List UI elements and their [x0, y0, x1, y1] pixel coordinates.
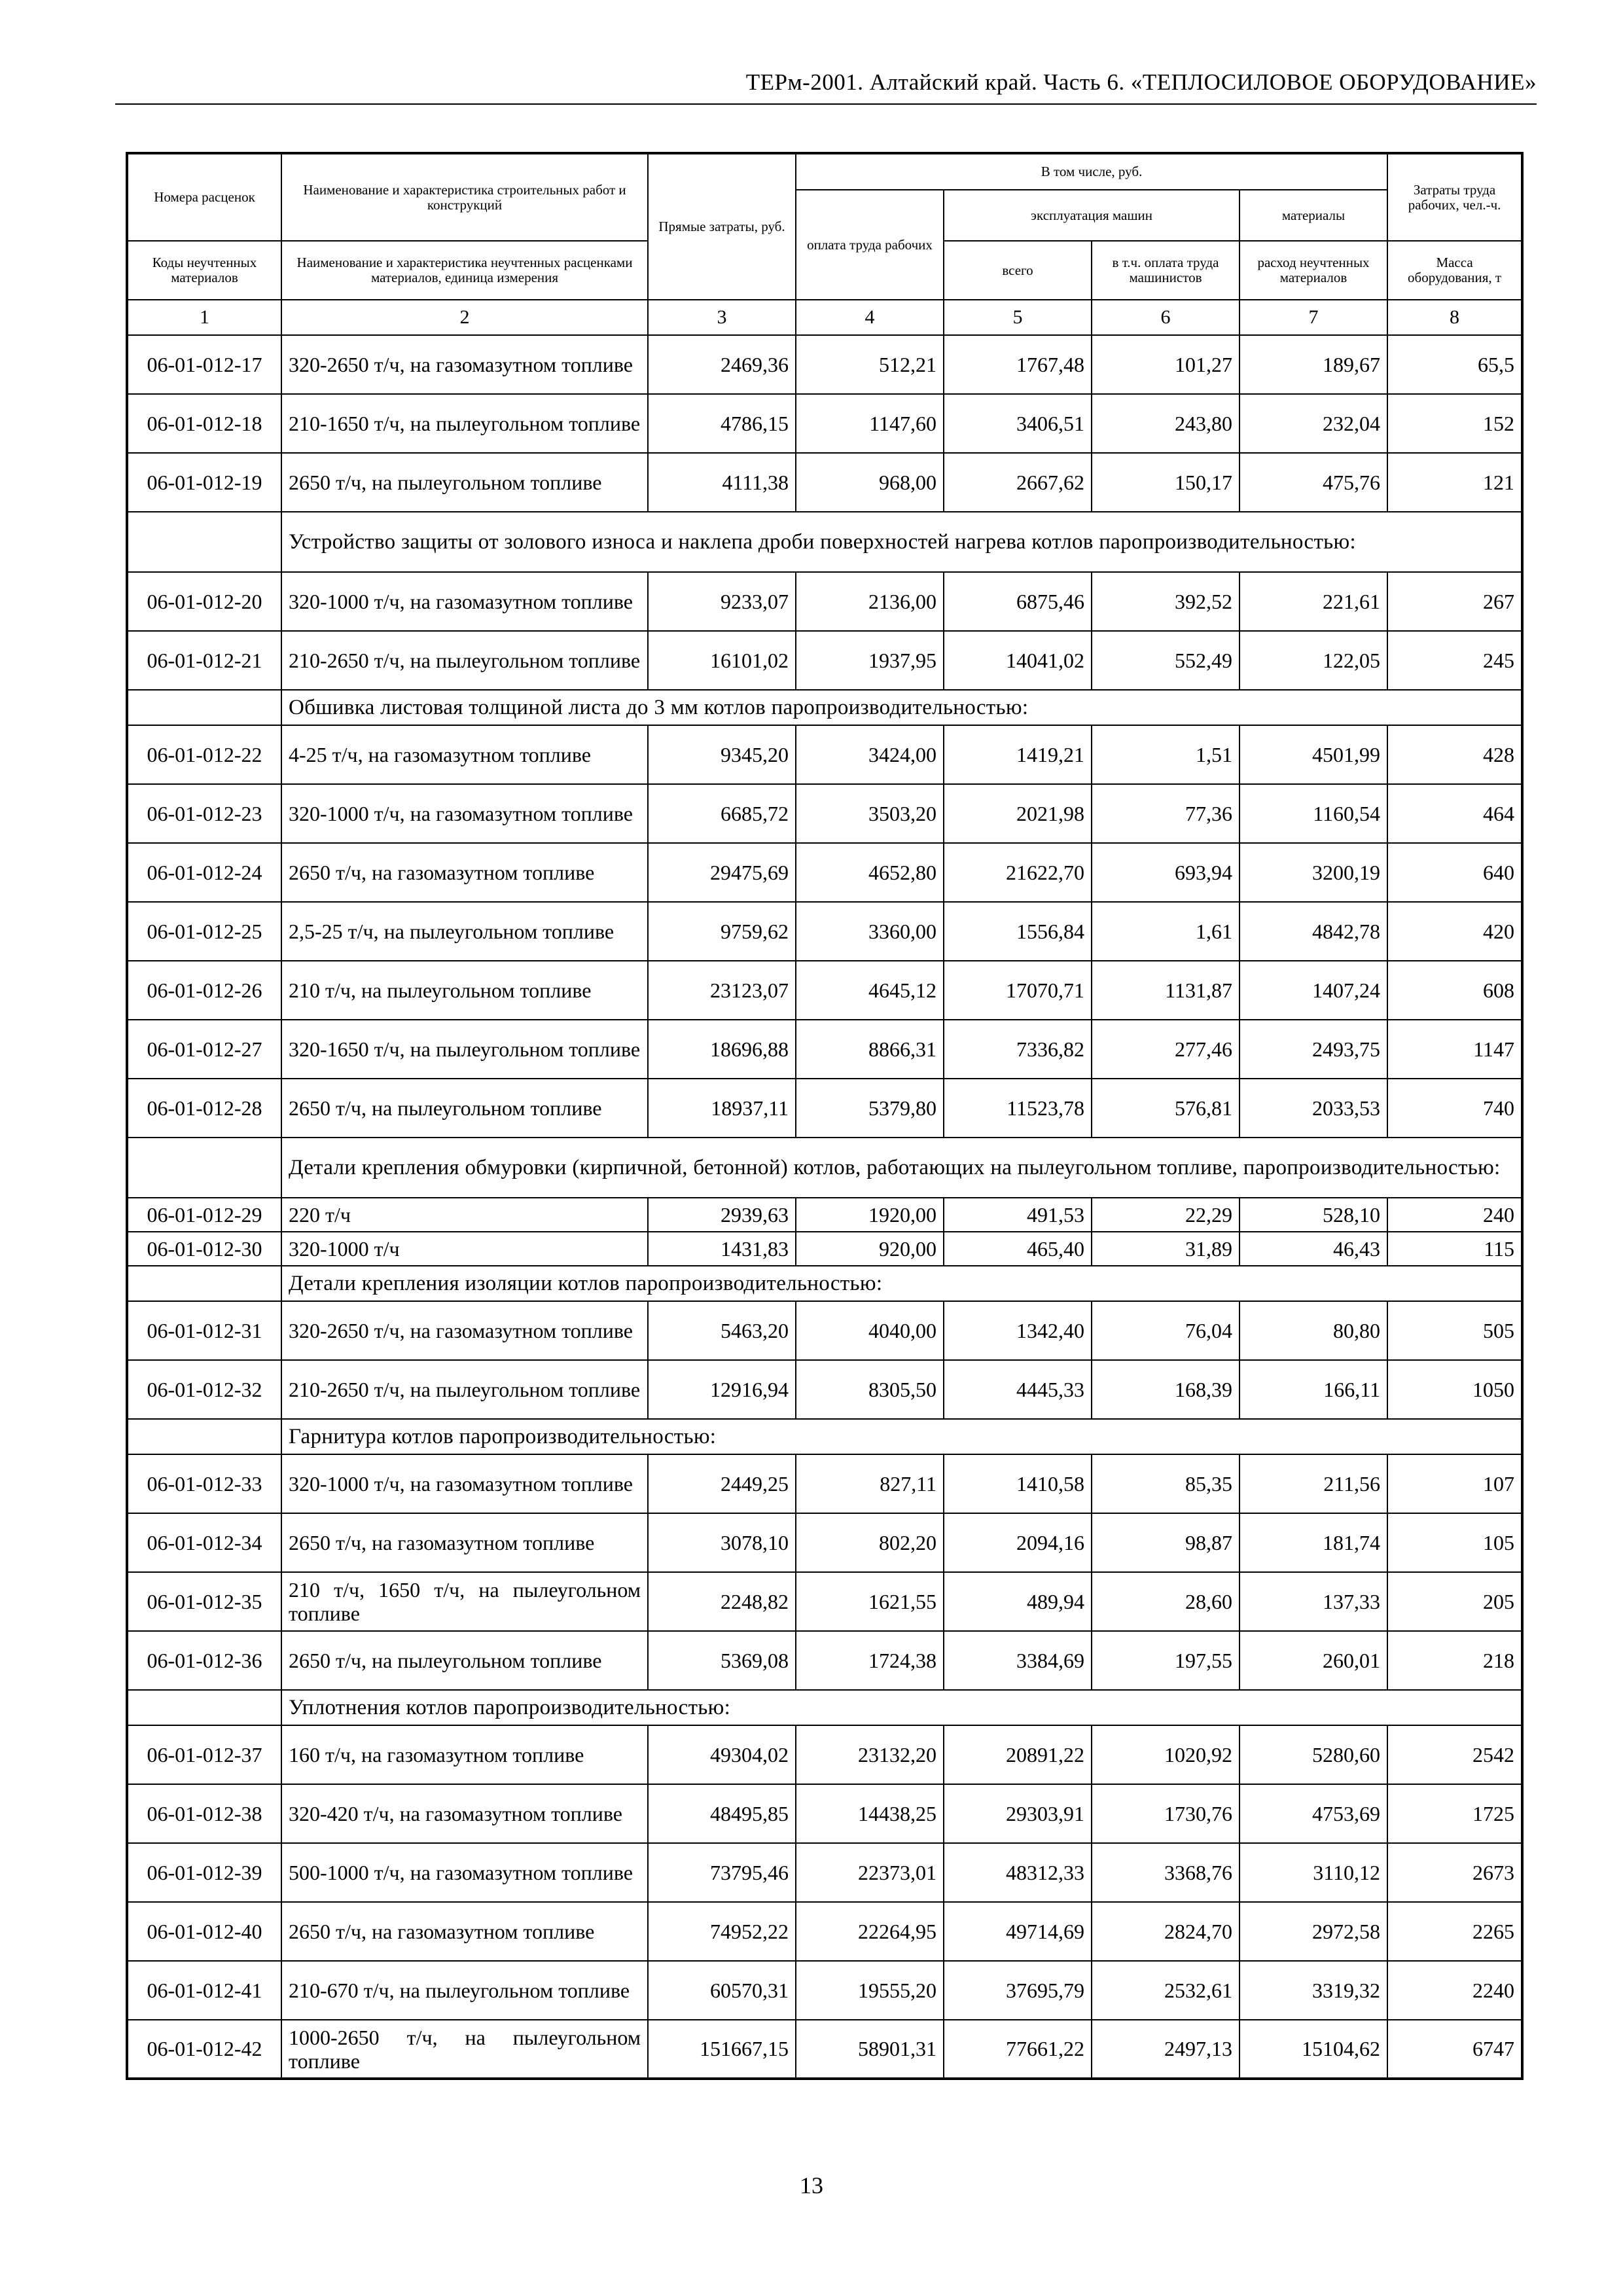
header-rule	[115, 103, 1537, 105]
section-title: Гарнитура котлов паропроизводительностью:	[281, 1419, 1522, 1454]
rate-code: 06-01-012-40	[127, 1902, 281, 1961]
cell-hours: 428	[1387, 725, 1522, 784]
table-row	[127, 1079, 1522, 1138]
head-unaccounted-consumption: расход неучтенных материалов	[1240, 241, 1387, 300]
cell-operators: 1,61	[1092, 902, 1240, 961]
cell-hours: 608	[1387, 961, 1522, 1020]
cell-materials: 181,74	[1240, 1513, 1387, 1572]
cell-machines: 1342,40	[944, 1301, 1092, 1360]
cell-labor: 22373,01	[796, 1843, 944, 1902]
rate-name: 320-420 т/ч, на газомазутном топливе	[281, 1784, 648, 1843]
cell-hours: 2265	[1387, 1902, 1522, 1961]
cell-machines: 49714,69	[944, 1902, 1092, 1961]
column-number: 1	[127, 300, 281, 335]
table-row	[127, 394, 1522, 453]
column-number: 5	[944, 300, 1092, 335]
table-row	[127, 335, 1522, 394]
cell-hours: 640	[1387, 843, 1522, 902]
column-number: 7	[1240, 300, 1387, 335]
cell-labor: 827,11	[796, 1454, 944, 1513]
rate-name: 210-2650 т/ч, на пылеугольном топливе	[281, 1360, 648, 1419]
cell-direct: 60570,31	[648, 1961, 796, 2020]
cell-materials: 4501,99	[1240, 725, 1387, 784]
head-unaccounted-name: Наименование и характеристика неучтенных расценками материалов, единица измерения	[281, 241, 648, 300]
cell-materials: 475,76	[1240, 453, 1387, 512]
cell-hours: 464	[1387, 784, 1522, 843]
cell-materials: 5280,60	[1240, 1725, 1387, 1784]
cell-machines: 48312,33	[944, 1843, 1092, 1902]
head-work-name: Наименование и характеристика строительных работ и конструкций	[281, 153, 648, 241]
head-direct-costs: Прямые затраты, руб.	[648, 153, 796, 300]
cell-direct: 9759,62	[648, 902, 796, 961]
rate-name: 320-1000 т/ч, на газомазутном топливе	[281, 1454, 648, 1513]
cell-machines: 2667,62	[944, 453, 1092, 512]
head-unaccounted-codes: Коды неучтенных материалов	[127, 241, 281, 300]
cell-materials: 211,56	[1240, 1454, 1387, 1513]
table-row	[127, 1020, 1522, 1079]
table-row	[127, 2020, 1522, 2079]
cell-hours: 218	[1387, 1631, 1522, 1690]
cell-machines: 20891,22	[944, 1725, 1092, 1784]
head-equipment-mass: Масса оборудования, т	[1387, 241, 1522, 300]
section-blank-cell	[127, 512, 281, 572]
cell-labor: 3360,00	[796, 902, 944, 961]
rate-name: 320-1000 т/ч, на газомазутном топливе	[281, 572, 648, 631]
section-blank-cell	[127, 1419, 281, 1454]
rate-name: 2650 т/ч, на газомазутном топливе	[281, 1902, 648, 1961]
head-machines: эксплуатация машин	[944, 190, 1240, 241]
cell-operators: 392,52	[1092, 572, 1240, 631]
cell-direct: 5369,08	[648, 1631, 796, 1690]
cell-operators: 2824,70	[1092, 1902, 1240, 1961]
section-row	[127, 512, 1522, 572]
cell-labor: 8866,31	[796, 1020, 944, 1079]
cell-machines: 1556,84	[944, 902, 1092, 961]
rate-code: 06-01-012-22	[127, 725, 281, 784]
cell-operators: 168,39	[1092, 1360, 1240, 1419]
rate-code: 06-01-012-41	[127, 1961, 281, 2020]
cell-materials: 3110,12	[1240, 1843, 1387, 1902]
section-title: Детали крепления изоляции котлов паропроизводительностью:	[281, 1266, 1522, 1301]
cell-operators: 552,49	[1092, 631, 1240, 690]
cell-operators: 2497,13	[1092, 2020, 1240, 2079]
cell-machines: 21622,70	[944, 843, 1092, 902]
rate-code: 06-01-012-28	[127, 1079, 281, 1138]
cell-hours: 2673	[1387, 1843, 1522, 1902]
cell-direct: 1431,83	[648, 1232, 796, 1266]
rate-code: 06-01-012-20	[127, 572, 281, 631]
cell-materials: 3319,32	[1240, 1961, 1387, 2020]
rate-code: 06-01-012-25	[127, 902, 281, 961]
head-labor-pay: оплата труда рабочих	[796, 190, 944, 300]
cell-materials: 260,01	[1240, 1631, 1387, 1690]
rate-code: 06-01-012-34	[127, 1513, 281, 1572]
cell-direct: 48495,85	[648, 1784, 796, 1843]
cell-hours: 245	[1387, 631, 1522, 690]
rate-name: 210 т/ч, на пылеугольном топливе	[281, 961, 648, 1020]
cell-direct: 29475,69	[648, 843, 796, 902]
cell-hours: 420	[1387, 902, 1522, 961]
cell-materials: 528,10	[1240, 1198, 1387, 1232]
rates-table	[126, 152, 1524, 2080]
rate-code: 06-01-012-24	[127, 843, 281, 902]
rate-name: 2650 т/ч, на газомазутном топливе	[281, 1513, 648, 1572]
cell-direct: 9345,20	[648, 725, 796, 784]
section-title: Детали крепления обмуровки (кирпичной, бетонной) котлов, работающих на пылеугольном топливе, паропроизводительностью:	[281, 1138, 1522, 1198]
cell-materials: 1407,24	[1240, 961, 1387, 1020]
table-row	[127, 453, 1522, 512]
cell-operators: 277,46	[1092, 1020, 1240, 1079]
cell-materials: 137,33	[1240, 1572, 1387, 1631]
rate-name: 320-1000 т/ч, на газомазутном топливе	[281, 784, 648, 843]
running-header: ТЕРм-2001. Алтайский край. Часть 6. «ТЕПЛОСИЛОВОЕ ОБОРУДОВАНИЕ»	[745, 69, 1537, 95]
rate-name: 220 т/ч	[281, 1198, 648, 1232]
cell-labor: 3424,00	[796, 725, 944, 784]
rate-name: 1000-2650 т/ч, на пылеугольном топливе	[281, 2020, 648, 2079]
cell-labor: 4040,00	[796, 1301, 944, 1360]
rate-code: 06-01-012-32	[127, 1360, 281, 1419]
cell-labor: 920,00	[796, 1232, 944, 1266]
cell-machines: 29303,91	[944, 1784, 1092, 1843]
table-row	[127, 1198, 1522, 1232]
table-row	[127, 1725, 1522, 1784]
cell-labor: 1937,95	[796, 631, 944, 690]
cell-direct: 4111,38	[648, 453, 796, 512]
table-row	[127, 1784, 1522, 1843]
cell-labor: 802,20	[796, 1513, 944, 1572]
cell-labor: 2136,00	[796, 572, 944, 631]
cell-direct: 3078,10	[648, 1513, 796, 1572]
cell-materials: 1160,54	[1240, 784, 1387, 843]
cell-operators: 2532,61	[1092, 1961, 1240, 2020]
cell-operators: 197,55	[1092, 1631, 1240, 1690]
cell-direct: 49304,02	[648, 1725, 796, 1784]
table-row	[127, 631, 1522, 690]
rate-code: 06-01-012-26	[127, 961, 281, 1020]
cell-hours: 267	[1387, 572, 1522, 631]
table-row	[127, 1301, 1522, 1360]
cell-machines: 2021,98	[944, 784, 1092, 843]
rate-code: 06-01-012-23	[127, 784, 281, 843]
rate-name: 320-1000 т/ч	[281, 1232, 648, 1266]
cell-materials: 80,80	[1240, 1301, 1387, 1360]
cell-hours: 65,5	[1387, 335, 1522, 394]
table-row	[127, 961, 1522, 1020]
cell-labor: 968,00	[796, 453, 944, 512]
cell-materials: 232,04	[1240, 394, 1387, 453]
table-row	[127, 1513, 1522, 1572]
section-blank-cell	[127, 1266, 281, 1301]
cell-direct: 6685,72	[648, 784, 796, 843]
rate-name: 2650 т/ч, на газомазутном топливе	[281, 843, 648, 902]
cell-operators: 1730,76	[1092, 1784, 1240, 1843]
cell-direct: 73795,46	[648, 1843, 796, 1902]
cell-labor: 19555,20	[796, 1961, 944, 2020]
cell-labor: 58901,31	[796, 2020, 944, 2079]
rate-code: 06-01-012-39	[127, 1843, 281, 1902]
rate-name: 210-1650 т/ч, на пылеугольном топливе	[281, 394, 648, 453]
table-row	[127, 725, 1522, 784]
cell-machines: 4445,33	[944, 1360, 1092, 1419]
table-row	[127, 902, 1522, 961]
cell-labor: 4645,12	[796, 961, 944, 1020]
cell-operators: 1020,92	[1092, 1725, 1240, 1784]
cell-direct: 151667,15	[648, 2020, 796, 2079]
column-number: 4	[796, 300, 944, 335]
table-row	[127, 1232, 1522, 1266]
section-title: Устройство защиты от золового износа и наклепа дроби поверхностей нагрева котлов паропроизводительностью:	[281, 512, 1522, 572]
section-blank-cell	[127, 690, 281, 725]
cell-direct: 2939,63	[648, 1198, 796, 1232]
cell-labor: 4652,80	[796, 843, 944, 902]
cell-machines: 2094,16	[944, 1513, 1092, 1572]
cell-labor: 1621,55	[796, 1572, 944, 1631]
cell-operators: 1,51	[1092, 725, 1240, 784]
cell-hours: 1050	[1387, 1360, 1522, 1419]
rate-name: 210-670 т/ч, на пылеугольном топливе	[281, 1961, 648, 2020]
cell-direct: 9233,07	[648, 572, 796, 631]
table-row	[127, 572, 1522, 631]
cell-hours: 105	[1387, 1513, 1522, 1572]
table-row	[127, 1961, 1522, 2020]
section-title: Уплотнения котлов паропроизводительностью:	[281, 1690, 1522, 1725]
table-row	[127, 1902, 1522, 1961]
section-blank-cell	[127, 1690, 281, 1725]
cell-hours: 505	[1387, 1301, 1522, 1360]
rate-name: 160 т/ч, на газомазутном топливе	[281, 1725, 648, 1784]
cell-direct: 74952,22	[648, 1902, 796, 1961]
cell-direct: 18937,11	[648, 1079, 796, 1138]
rate-code: 06-01-012-42	[127, 2020, 281, 2079]
page-number: 13	[800, 2172, 823, 2198]
cell-direct: 2248,82	[648, 1572, 796, 1631]
cell-labor: 23132,20	[796, 1725, 944, 1784]
table-row	[127, 784, 1522, 843]
head-incl-operators: в т.ч. оплата труда машинистов	[1092, 241, 1240, 300]
cell-labor: 512,21	[796, 335, 944, 394]
section-title: Обшивка листовая толщиной листа до 3 мм котлов паропроизводительностью:	[281, 690, 1522, 725]
cell-operators: 1131,87	[1092, 961, 1240, 1020]
cell-hours: 2542	[1387, 1725, 1522, 1784]
cell-materials: 15104,62	[1240, 2020, 1387, 2079]
table-row	[127, 1631, 1522, 1690]
rate-code: 06-01-012-29	[127, 1198, 281, 1232]
rate-code: 06-01-012-21	[127, 631, 281, 690]
cell-materials: 3200,19	[1240, 843, 1387, 902]
cell-labor: 5379,80	[796, 1079, 944, 1138]
rate-name: 2650 т/ч, на пылеугольном топливе	[281, 1079, 648, 1138]
cell-hours: 2240	[1387, 1961, 1522, 2020]
section-row	[127, 1266, 1522, 1301]
head-materials: материалы	[1240, 190, 1387, 241]
cell-machines: 6875,46	[944, 572, 1092, 631]
rate-code: 06-01-012-27	[127, 1020, 281, 1079]
section-row	[127, 1138, 1522, 1198]
table-row	[127, 1360, 1522, 1419]
cell-hours: 205	[1387, 1572, 1522, 1631]
cell-machines: 11523,78	[944, 1079, 1092, 1138]
rate-name: 320-2650 т/ч, на газомазутном топливе	[281, 335, 648, 394]
cell-hours: 1147	[1387, 1020, 1522, 1079]
cell-materials: 166,11	[1240, 1360, 1387, 1419]
cell-operators: 85,35	[1092, 1454, 1240, 1513]
cell-operators: 22,29	[1092, 1198, 1240, 1232]
cell-direct: 18696,88	[648, 1020, 796, 1079]
cell-hours: 740	[1387, 1079, 1522, 1138]
cell-operators: 150,17	[1092, 453, 1240, 512]
cell-labor: 1920,00	[796, 1198, 944, 1232]
column-number: 6	[1092, 300, 1240, 335]
cell-materials: 4842,78	[1240, 902, 1387, 961]
section-row	[127, 1419, 1522, 1454]
cell-machines: 37695,79	[944, 1961, 1092, 2020]
cell-machines: 77661,22	[944, 2020, 1092, 2079]
cell-machines: 14041,02	[944, 631, 1092, 690]
rate-name: 2,5-25 т/ч, на пылеугольном топливе	[281, 902, 648, 961]
cell-materials: 189,67	[1240, 335, 1387, 394]
cell-hours: 1725	[1387, 1784, 1522, 1843]
cell-hours: 115	[1387, 1232, 1522, 1266]
rate-code: 06-01-012-19	[127, 453, 281, 512]
table-row	[127, 843, 1522, 902]
column-number: 3	[648, 300, 796, 335]
cell-hours: 152	[1387, 394, 1522, 453]
cell-hours: 6747	[1387, 2020, 1522, 2079]
cell-operators: 77,36	[1092, 784, 1240, 843]
cell-machines: 3406,51	[944, 394, 1092, 453]
cell-machines: 1419,21	[944, 725, 1092, 784]
cell-materials: 2493,75	[1240, 1020, 1387, 1079]
column-number: 2	[281, 300, 648, 335]
cell-operators: 76,04	[1092, 1301, 1240, 1360]
rate-name: 2650 т/ч, на пылеугольном топливе	[281, 453, 648, 512]
cell-machines: 17070,71	[944, 961, 1092, 1020]
cell-operators: 243,80	[1092, 394, 1240, 453]
cell-direct: 23123,07	[648, 961, 796, 1020]
cell-operators: 101,27	[1092, 335, 1240, 394]
rate-code: 06-01-012-33	[127, 1454, 281, 1513]
cell-direct: 2449,25	[648, 1454, 796, 1513]
rate-code: 06-01-012-36	[127, 1631, 281, 1690]
cell-operators: 693,94	[1092, 843, 1240, 902]
cell-operators: 98,87	[1092, 1513, 1240, 1572]
cell-direct: 2469,36	[648, 335, 796, 394]
table-body	[127, 335, 1522, 2079]
rate-code: 06-01-012-17	[127, 335, 281, 394]
cell-machines: 3384,69	[944, 1631, 1092, 1690]
cell-hours: 107	[1387, 1454, 1522, 1513]
cell-operators: 28,60	[1092, 1572, 1240, 1631]
rate-name: 320-1650 т/ч, на пылеугольном топливе	[281, 1020, 648, 1079]
cell-operators: 3368,76	[1092, 1843, 1240, 1902]
rate-name: 4-25 т/ч, на газомазутном топливе	[281, 725, 648, 784]
cell-machines: 491,53	[944, 1198, 1092, 1232]
cell-machines: 1410,58	[944, 1454, 1092, 1513]
cell-direct: 5463,20	[648, 1301, 796, 1360]
rate-name: 210 т/ч, 1650 т/ч, на пылеугольном топливе	[281, 1572, 648, 1631]
cell-materials: 2972,58	[1240, 1902, 1387, 1961]
rate-code: 06-01-012-35	[127, 1572, 281, 1631]
cell-materials: 2033,53	[1240, 1079, 1387, 1138]
rate-code: 06-01-012-30	[127, 1232, 281, 1266]
rate-code: 06-01-012-37	[127, 1725, 281, 1784]
cell-materials: 4753,69	[1240, 1784, 1387, 1843]
cell-materials: 46,43	[1240, 1232, 1387, 1266]
cell-machines: 465,40	[944, 1232, 1092, 1266]
column-number: 8	[1387, 300, 1522, 335]
cell-machines: 489,94	[944, 1572, 1092, 1631]
section-row	[127, 690, 1522, 725]
cell-hours: 240	[1387, 1198, 1522, 1232]
cell-labor: 14438,25	[796, 1784, 944, 1843]
section-blank-cell	[127, 1138, 281, 1198]
rate-name: 320-2650 т/ч, на газомазутном топливе	[281, 1301, 648, 1360]
cell-materials: 221,61	[1240, 572, 1387, 631]
cell-machines: 1767,48	[944, 335, 1092, 394]
head-including: В том числе, руб.	[796, 153, 1387, 190]
head-labor-costs: Затраты труда рабочих, чел.-ч.	[1387, 153, 1522, 241]
cell-labor: 1147,60	[796, 394, 944, 453]
cell-direct: 12916,94	[648, 1360, 796, 1419]
cell-operators: 576,81	[1092, 1079, 1240, 1138]
rate-name: 500-1000 т/ч, на газомазутном топливе	[281, 1843, 648, 1902]
table-row	[127, 1843, 1522, 1902]
head-machines-total: всего	[944, 241, 1092, 300]
rate-name: 210-2650 т/ч, на пылеугольном топливе	[281, 631, 648, 690]
cell-labor: 3503,20	[796, 784, 944, 843]
table-row	[127, 1572, 1522, 1631]
table-row	[127, 1454, 1522, 1513]
cell-direct: 16101,02	[648, 631, 796, 690]
rate-name: 2650 т/ч, на пылеугольном топливе	[281, 1631, 648, 1690]
cell-labor: 1724,38	[796, 1631, 944, 1690]
rate-code: 06-01-012-38	[127, 1784, 281, 1843]
cell-materials: 122,05	[1240, 631, 1387, 690]
rate-code: 06-01-012-18	[127, 394, 281, 453]
head-rate-numbers: Номера расценок	[127, 153, 281, 241]
cell-operators: 31,89	[1092, 1232, 1240, 1266]
cell-direct: 4786,15	[648, 394, 796, 453]
section-row	[127, 1690, 1522, 1725]
rate-code: 06-01-012-31	[127, 1301, 281, 1360]
cell-labor: 8305,50	[796, 1360, 944, 1419]
cell-hours: 121	[1387, 453, 1522, 512]
cell-machines: 7336,82	[944, 1020, 1092, 1079]
cell-labor: 22264,95	[796, 1902, 944, 1961]
